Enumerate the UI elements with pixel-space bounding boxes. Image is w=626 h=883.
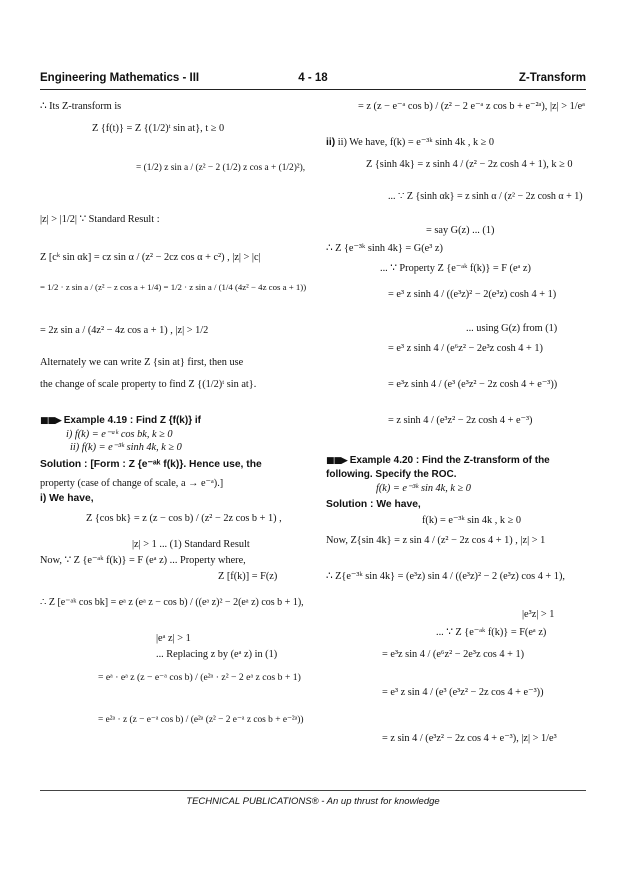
equation-line: = 2z sin a / (4z² − 4z cos a + 1) , |z| > 1/2 bbox=[40, 325, 209, 336]
equation-line: Z [f(k)] = F(z) bbox=[218, 571, 278, 582]
text-line: property (case of change of scale, a → e⁻ᵃ).] bbox=[40, 478, 224, 489]
header-page-number: 4 - 18 bbox=[298, 72, 328, 84]
equation-line: Z {sinh 4k} = z sinh 4 / (z² − 2z cosh 4 + 1), k ≥ 0 bbox=[366, 159, 573, 170]
equation-line: = e³ z sin 4 / (e³ (e³z² − 2z cos 4 + e⁻³)) bbox=[382, 687, 544, 698]
equation-line: = z sin 4 / (e³z² − 2z cos 4 + e⁻³), |z| > 1/e³ bbox=[382, 733, 557, 744]
equation-line: Z {cos bk} = z (z − cos b) / (z² − 2z cos b + 1) , bbox=[86, 513, 282, 524]
text-line: ... Replacing z by (eᵃ z) in (1) bbox=[156, 649, 278, 660]
text-line: Alternately we can write Z {sin at} first, then use bbox=[40, 357, 244, 368]
equation-line: = e³z sin 4 / (e⁶z² − 2e³z cos 4 + 1) bbox=[382, 649, 525, 660]
example-heading: ■■▶ Example 4.20 : Find the Z-transform of the following. Specify the ROC. bbox=[326, 455, 550, 480]
text-line: ∴ Its Z-transform is bbox=[40, 101, 122, 112]
page-header bbox=[40, 72, 586, 88]
example-part-i: i) f(k) = e⁻ᵃᵏ cos bk, k ≥ 0 bbox=[66, 429, 173, 440]
example-part-ii: ii) f(k) = e⁻³ᵏ sinh 4k, k ≥ 0 bbox=[70, 442, 182, 453]
subpart-label: i) We have, bbox=[40, 493, 94, 504]
equation-line: ∴ Z{e⁻³ᵏ sin 4k} = (e³z) sin 4 / ((e³z)² − 2 (e³z) cos 4 + 1), bbox=[326, 571, 565, 582]
arrow-icon: ■■▶ bbox=[326, 456, 347, 466]
header-chapter: Z-Transform bbox=[518, 72, 586, 84]
equation-line: = eᵃ · eᵃ z (z − e⁻ᵃ cos b) / (e²ᵃ · z² − 2 eᵃ z cos b + 1) bbox=[98, 672, 301, 683]
equation-line: = e³ z sinh 4 / ((e³z)² − 2(e³z) cosh 4 + 1) bbox=[388, 289, 557, 300]
text-line: = say G(z) ... (1) bbox=[426, 225, 495, 236]
solution-line: Solution : [Form : Z {e⁻ᵃᵏ f(k)}. Hence use, the bbox=[40, 459, 262, 470]
text-line: Now, ∵ Z {e⁻ᵃᵏ f(k)} = F (eᵃ z) ... Property where, bbox=[40, 555, 246, 566]
equation-line: = 1/2 · z sin a / (z² − z cos a + 1/4) = 1/2 · z sin a / (1/4 (4z² − 4z cos a + 1)) bbox=[40, 282, 307, 292]
equation-line: |eᵃ z| > 1 bbox=[156, 633, 191, 644]
page-footer: TECHNICAL PUBLICATIONS® - An up thrust for knowledge bbox=[186, 796, 440, 807]
text-line: |z| > |1/2| ∵ Standard Result : bbox=[40, 214, 160, 225]
equation-line: = z (z − e⁻ᵃ cos b) / (z² − 2 e⁻ᵃ z cos b + e⁻²ᵃ), |z| > 1/eᵃ bbox=[358, 101, 585, 112]
equation-line: = (1/2) z sin a / (z² − 2 (1/2) z cos a + (1/2)²), bbox=[136, 163, 306, 173]
example-function: f(k) = e⁻³ᵏ sin 4k, k ≥ 0 bbox=[376, 483, 471, 494]
header-book-title: Engineering Mathematics - III bbox=[40, 72, 200, 84]
equation-line: ∴ Z [e⁻ᵃᵏ cos bk] = eᵃ z (eᵃ z − cos b) / ((eᵃ z)² − 2(eᵃ z) cos b + 1), bbox=[40, 597, 304, 608]
equation-line: |e³z| > 1 bbox=[522, 609, 555, 620]
equation-line: = e³ z sinh 4 / (e⁶z² − 2e³z cosh 4 + 1) bbox=[388, 343, 543, 354]
equation-line: |z| > 1 ... (1) Standard Result bbox=[132, 539, 250, 550]
example-heading: ■■▶ Example 4.19 : Find Z {f(k)} if bbox=[40, 415, 201, 426]
equation-line: ∴ Z {e⁻³ᵏ sinh 4k} = G(e³ z) bbox=[326, 243, 443, 254]
equation-line: = z sinh 4 / (e³z² − 2z cosh 4 + e⁻³) bbox=[388, 415, 533, 426]
solution-line: Solution : We have, bbox=[326, 499, 421, 510]
equation-line: = e³z sinh 4 / (e³ (e³z² − 2z cosh 4 + e⁻³)) bbox=[388, 379, 558, 390]
text-line: ... using G(z) from (1) bbox=[466, 323, 558, 334]
equation-line: Z {f(t)} = Z {(1/2)ᵗ sin at}, t ≥ 0 bbox=[92, 123, 225, 134]
footer-rule bbox=[40, 790, 586, 791]
equation-line: Now, Z{sin 4k} = z sin 4 / (z² − 2z cos 4 + 1) , |z| > 1 bbox=[326, 535, 546, 546]
equation-line: Z [cᵏ sin αk] = cz sin α / (z² − 2cz cos α + c²) , |z| > |c| bbox=[40, 252, 261, 263]
text-line: ... ∵ Property Z {e⁻ᵃᵏ f(k)} = F (eᵃ z) bbox=[380, 263, 531, 274]
text-line: ... ∵ Z {e⁻ᵃᵏ f(k)} = F(eᵃ z) bbox=[436, 627, 547, 638]
arrow-icon: ■■▶ bbox=[40, 416, 61, 426]
equation-line: ... ∵ Z {sinh αk} = z sinh α / (z² − 2z cosh α + 1) bbox=[388, 191, 583, 202]
equation-line: = e²ᵃ · z (z − e⁻ᵃ cos b) / (e²ᵃ (z² − 2 e⁻ᵃ z cos b + e⁻²ᵃ)) bbox=[98, 715, 304, 725]
text-line: the change of scale property to find Z {(1/2)ᵗ sin at}. bbox=[40, 379, 257, 390]
text-line: ii) ii) We have, f(k) = e⁻³ᵏ sinh 4k , k ≥ 0 bbox=[326, 137, 495, 148]
equation-line: f(k) = e⁻³ᵏ sin 4k , k ≥ 0 bbox=[422, 515, 522, 526]
header-rule bbox=[40, 89, 586, 90]
